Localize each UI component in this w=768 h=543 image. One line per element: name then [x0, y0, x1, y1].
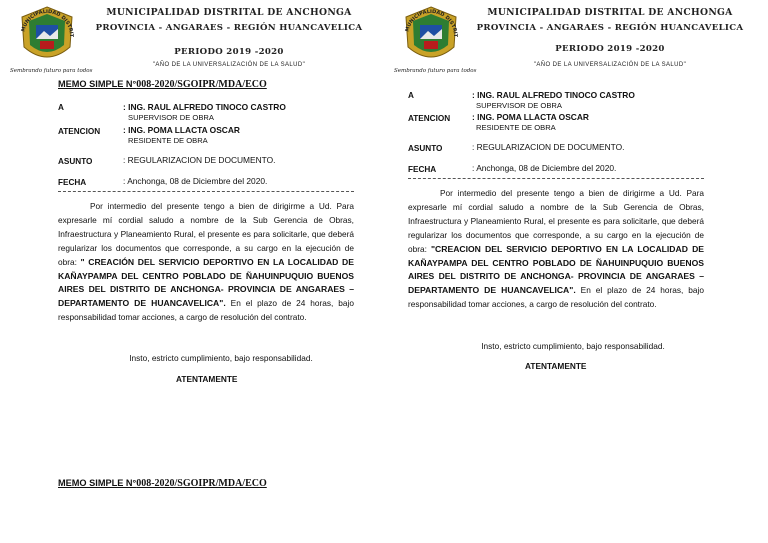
- crest-arc-label: MUNICIPALIDAD DISTRIT: [404, 8, 459, 37]
- memo-body: [408, 187, 704, 312]
- label-subject: ASUNTO: [408, 144, 443, 153]
- body-intro: Por intermedio del presente tengo a bien de dirigirme a Ud. Para expresarle mí cordial saludo a nombre de la Sub Gerencia de Obras, Infraestructura y Planeamiento Rural, el presente es para solicitarle, que deberá regularizar los documentos que corresponde, a su cargo en la ejecución de obra:: [58, 201, 354, 267]
- year-slogan: "AÑO DE LA UNIVERSALIZACIÓN DE LA SALUD": [152, 62, 306, 68]
- memo-body: [58, 200, 354, 325]
- attention-name: : ING. POMA LLACTA OSCAR: [123, 125, 240, 135]
- subject-value: : REGULARIZACION DE DOCUMENTO.: [472, 142, 625, 152]
- memo-right: [384, 0, 768, 543]
- recipient-name: : ING. RAUL ALFREDO TINOCO CASTRO: [472, 90, 635, 100]
- project-name: " CREACIÓN DEL SERVICIO DEPORTIVO EN LA LOCALIDAD DE KAÑAYPAMPA DEL CENTRO POBLADO DE ÑAHUINPUQUIO BUENOS AIRES DEL DISTRITO DE ANCHONGA- PROVINCIA DE ANGARAES –DEPARTAMENTO DE HUANCAVELICA".: [58, 256, 354, 309]
- province-region: PROVINCIA - ANGARAES - REGIÓN HUANCAVELICA: [476, 23, 744, 33]
- crest-arc-label: MUNICIPALIDAD DISTRIT: [20, 8, 75, 37]
- date-value: : Anchonga, 08 de Diciembre del 2020.: [123, 176, 268, 186]
- label-attention: ATENCION: [408, 114, 451, 123]
- project-name: "CREACION DEL SERVICIO DEPORTIVO EN LA LOCALIDAD DE KAÑAYPAMPA DEL CENTRO POBLADO DE ÑAHUINPUQUIO BUENOS AIRES DEL DISTRITO DE ANCHONGA- PROVINCIA DE ANGARAES –DEPARTAMENTO DE HUANCAVELICA".: [408, 243, 705, 296]
- label-to: A: [58, 103, 64, 112]
- attention-role: RESIDENTE DE OBRA: [476, 123, 556, 132]
- signoff: ATENTAMENTE: [525, 361, 587, 371]
- memo-title-code: 008-2020/SGOIPR/MDA/ECO: [136, 478, 267, 489]
- body-deadline: En el plazo de 24 horas, bajo responsabilidad tomar acciones, a cargo de resolución del contrato.: [408, 285, 704, 310]
- memo-title-repeat: [58, 478, 267, 489]
- recipient-name: : ING. RAUL ALFREDO TINOCO CASTRO: [123, 102, 286, 112]
- label-date: FECHA: [58, 178, 87, 187]
- signoff: ATENTAMENTE: [176, 374, 238, 384]
- closing-line: Insto, estricto cumplimiento, bajo responsabilidad.: [129, 353, 313, 363]
- municipality-name: MUNICIPALIDAD DISTRITAL DE ANCHONGA: [487, 7, 733, 18]
- subject-value: : REGULARIZACION DE DOCUMENTO.: [123, 155, 276, 165]
- recipient-role: SUPERVISOR DE OBRA: [128, 113, 214, 122]
- recipient-role: SUPERVISOR DE OBRA: [476, 101, 562, 110]
- memo-title-prefix: MEMO SIMPLE N°: [58, 478, 137, 488]
- crest-motto: Sembrando futuro para todos: [394, 68, 477, 74]
- municipal-crest-logo: [398, 3, 464, 69]
- municipality-name: MUNICIPALIDAD DISTRITAL DE ANCHONGA: [106, 7, 352, 18]
- memo-title-code: 008-2020/SGOIPR/MDA/ECO: [136, 79, 267, 90]
- body-intro: Por intermedio del presente tengo a bien de dirigirme a Ud. Para expresarle mí cordial saludo a nombre de la Sub Gerencia de Obras, Infraestructura y Planeamiento Rural, el presente es para solicitarle, que deberá regularizar los documentos que corresponde, a su cargo en la ejecución de obra:: [408, 188, 704, 254]
- label-to: A: [408, 91, 414, 100]
- label-attention: ATENCION: [58, 127, 101, 136]
- date-value: : Anchonga, 08 de Diciembre del 2020.: [472, 163, 617, 173]
- separator-line: [408, 178, 704, 179]
- memo-title-prefix: MEMO SIMPLE N°: [58, 79, 137, 89]
- period: PERIODO 2019 -2020: [174, 47, 284, 57]
- closing-line: Insto, estricto cumplimiento, bajo responsabilidad.: [481, 341, 665, 351]
- period: PERIODO 2019 -2020: [555, 44, 665, 54]
- attention-name: : ING. POMA LLACTA OSCAR: [472, 112, 589, 122]
- year-slogan: "AÑO DE LA UNIVERSALIZACIÓN DE LA SALUD": [533, 62, 687, 68]
- crest-motto: Sembrando futuro para todos: [10, 68, 93, 74]
- separator-line: [58, 191, 354, 192]
- province-region: PROVINCIA - ANGARAES - REGIÓN HUANCAVELICA: [95, 23, 363, 33]
- label-date: FECHA: [408, 165, 437, 174]
- attention-role: RESIDENTE DE OBRA: [128, 136, 208, 145]
- memo-title: [58, 79, 267, 90]
- municipal-crest-logo: [14, 3, 80, 69]
- label-subject: ASUNTO: [58, 157, 93, 166]
- body-deadline: En el plazo de 24 horas, bajo responsabilidad tomar acciones, a cargo de resolución del contrato.: [58, 298, 354, 323]
